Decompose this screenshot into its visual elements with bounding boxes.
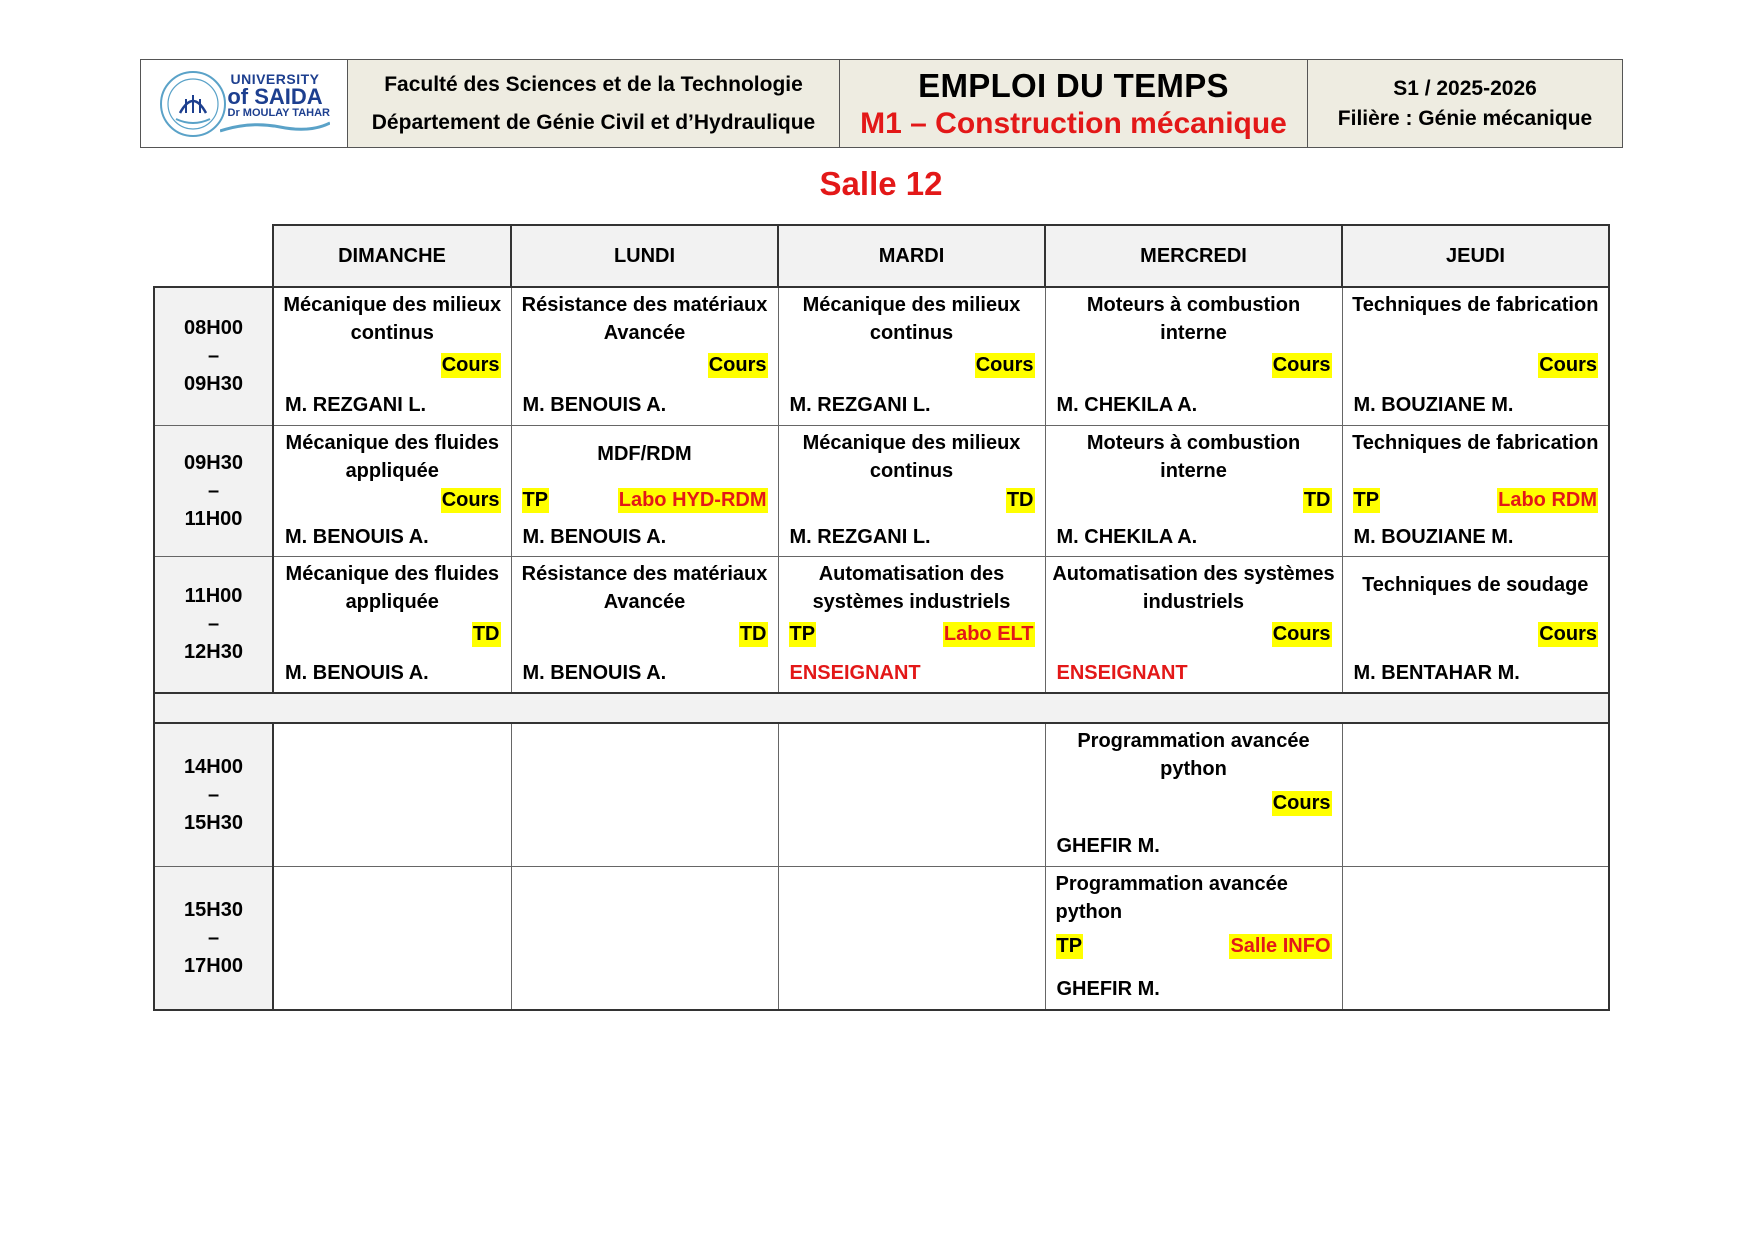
day-header-mercredi: MERCREDI [1045, 225, 1342, 287]
subject-name: Programmation avancée python [1055, 872, 1288, 923]
slot-r5-mardi-empty [778, 866, 1045, 1010]
slot-r2-dimanche [273, 425, 511, 556]
teacher-name: M. BOUZIANE M. [1353, 394, 1514, 416]
teacher-name: GHEFIR M. [1056, 977, 1160, 1000]
slot-r1-mercredi [1045, 287, 1342, 425]
day-header-row [154, 225, 1609, 287]
session-type: Cours [1539, 622, 1597, 645]
room-label: Labo HYD-RDM [618, 488, 767, 511]
faculty-block [348, 60, 840, 147]
teacher-name: M. BENOUIS A. [285, 525, 429, 548]
session-type: TD [739, 622, 767, 645]
slot-r3-lundi [511, 556, 778, 693]
subject-name: Résistance des matériaux Avancée [521, 562, 768, 613]
subject-name: Mécanique des milieux continus [802, 294, 1021, 344]
time-start: 08H00 [184, 317, 243, 340]
time-end: 17H00 [184, 954, 243, 977]
subject-name: Résistance des matériaux Avancée [521, 294, 768, 344]
slot-r5-lundi-empty [511, 866, 778, 1010]
session-type: Cours [1272, 354, 1331, 376]
subject-name: MDF/RDM [597, 442, 692, 465]
time-sep: – [207, 783, 220, 806]
teacher-name: M. REZGANI L. [285, 394, 427, 416]
semester-label: S1 / 2025-2026 [1393, 76, 1537, 100]
slot-r4-lundi-empty [511, 723, 778, 866]
subject-name: Techniques de soudage [1362, 573, 1589, 596]
room-label: Labo RDM [1498, 488, 1597, 511]
room-title: Salle 12 [819, 165, 943, 202]
pause-band [154, 693, 1609, 723]
teacher-name: M. CHEKILA A. [1056, 394, 1198, 416]
teacher-name: M. REZGANI L. [789, 525, 931, 548]
time-slot-5 [154, 866, 273, 1010]
session-type: Cours [441, 488, 500, 511]
time-end: 09H30 [184, 373, 243, 396]
department-name: Département de Génie Civil et d’Hydraulique [371, 110, 816, 134]
session-type: TD [1006, 488, 1034, 511]
pause-row [154, 693, 1609, 723]
subject-name: Moteurs à combustion interne [1086, 294, 1301, 344]
teacher-name: M. BOUZIANE M. [1353, 525, 1514, 548]
subject-name: Programmation avancée python [1077, 730, 1310, 780]
page-title: EMPLOI DU TEMPS [918, 66, 1229, 104]
subject-name: Moteurs à combustion interne [1086, 431, 1301, 482]
time-end: 11H00 [184, 507, 243, 530]
subject-name: Automatisation des systèmes industriels [1052, 562, 1335, 613]
time-slot-1 [154, 287, 273, 425]
subject-name: Mécanique des fluides appliquée [285, 431, 499, 482]
room-label: Salle INFO [1230, 934, 1331, 957]
time-start: 09H30 [184, 451, 243, 474]
session-type: TP [789, 622, 816, 645]
time-start: 11H00 [184, 585, 243, 608]
slot-r4-dimanche-empty [273, 723, 511, 866]
slot-r4-mercredi [1045, 723, 1342, 866]
teacher-name: M. BENOUIS A. [522, 525, 667, 548]
slot-r1-jeudi [1342, 287, 1609, 425]
subject-name: Techniques de fabrication [1352, 431, 1599, 454]
time-start: 14H00 [184, 755, 243, 778]
time-slot-3 [154, 556, 273, 693]
session-type: TP [1056, 934, 1083, 957]
table-row [154, 425, 1609, 556]
day-header-dimanche: DIMANCHE [273, 225, 511, 287]
table-row [154, 556, 1609, 693]
slot-r5-jeudi-empty [1342, 866, 1609, 1010]
faculty-name: Faculté des Sciences et de la Technologie [384, 72, 803, 96]
slot-r4-mardi-empty [778, 723, 1045, 866]
session-type: Cours [1539, 354, 1597, 376]
session-type: Cours [1272, 792, 1331, 814]
session-type: TP [522, 488, 549, 511]
teacher-name: ENSEIGNANT [789, 661, 921, 684]
slot-r3-jeudi [1342, 556, 1609, 693]
room-label: Labo ELT [943, 622, 1034, 645]
subject-name: Mécanique des milieux continus [283, 294, 502, 344]
slot-r3-mardi [778, 556, 1045, 693]
slot-r1-mardi [778, 287, 1045, 425]
session-type: Cours [1272, 622, 1331, 645]
logo-saida-text: of SAIDA [227, 84, 323, 109]
session-type: TD [472, 622, 500, 645]
time-sep: – [207, 479, 220, 502]
slot-r2-mercredi [1045, 425, 1342, 556]
teacher-name: M. BENOUIS A. [522, 394, 667, 416]
subject-name: Mécanique des fluides appliquée [285, 562, 499, 613]
day-header-mardi: MARDI [778, 225, 1045, 287]
session-type: TD [1303, 488, 1331, 511]
slot-r3-mercredi [1045, 556, 1342, 693]
teacher-name: M. REZGANI L. [789, 394, 931, 416]
session-type: Cours [975, 354, 1034, 376]
slot-r5-dimanche-empty [273, 866, 511, 1010]
slot-r5-mercredi [1045, 866, 1342, 1010]
slot-r3-dimanche [273, 556, 511, 693]
time-slot-2 [154, 425, 273, 556]
table-row [154, 287, 1609, 425]
logo-university-text: UNIVERSITY [230, 71, 320, 87]
corner-cell [154, 225, 273, 287]
session-type: Cours [708, 354, 767, 376]
slot-r2-lundi [511, 425, 778, 556]
day-header-lundi: LUNDI [511, 225, 778, 287]
session-type: TP [1353, 488, 1380, 511]
time-slot-4 [154, 723, 273, 866]
subject-name: Automatisation des systèmes industriels [812, 562, 1011, 613]
teacher-name: ENSEIGNANT [1056, 661, 1188, 684]
logo-wave-icon [220, 121, 330, 135]
slot-r1-lundi [511, 287, 778, 425]
header-box [140, 59, 1623, 148]
time-end: 12H30 [184, 641, 243, 664]
title-block [840, 60, 1308, 147]
program-title: M1 – Construction mécanique [860, 106, 1287, 140]
semester-block [1308, 60, 1622, 147]
logo-moulay-text: Dr MOULAY TAHAR [227, 107, 330, 119]
slot-r2-jeudi [1342, 425, 1609, 556]
slot-r1-dimanche [273, 287, 511, 425]
subject-name: Techniques de fabrication [1352, 294, 1599, 316]
day-header-jeudi: JEUDI [1342, 225, 1609, 287]
table-row [154, 723, 1609, 866]
university-logo [141, 60, 348, 147]
field-label: Filière : Génie mécanique [1337, 106, 1593, 130]
time-start: 15H30 [184, 898, 243, 921]
slot-r4-jeudi-empty [1342, 723, 1609, 866]
slot-r2-mardi [778, 425, 1045, 556]
table-row [154, 866, 1609, 1010]
time-sep: – [207, 926, 220, 949]
university-emblem-icon [158, 69, 228, 139]
timetable [153, 224, 1610, 1011]
subject-name: Mécanique des milieux continus [802, 431, 1021, 482]
session-type: Cours [441, 354, 500, 376]
time-end: 15H30 [184, 811, 243, 834]
time-sep: – [207, 345, 220, 368]
teacher-name: M. BENOUIS A. [285, 661, 429, 684]
teacher-name: GHEFIR M. [1056, 835, 1160, 857]
teacher-name: M. CHEKILA A. [1056, 525, 1198, 548]
teacher-name: M. BENTAHAR M. [1353, 661, 1520, 684]
time-sep: – [207, 613, 220, 636]
teacher-name: M. BENOUIS A. [522, 661, 667, 684]
